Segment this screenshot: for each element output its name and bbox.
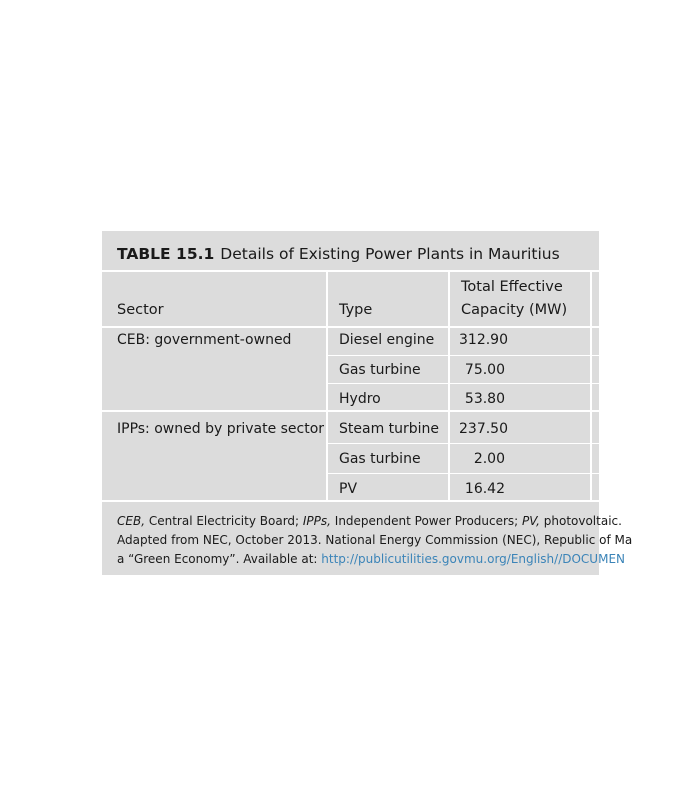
row-separator <box>328 355 599 356</box>
title-rule <box>102 270 599 272</box>
capacity-cell: 53.80 <box>464 391 505 407</box>
row-separator <box>328 383 599 384</box>
footnote-availability: a “Green Economy”. Available at: http://publicutilities.govmu.org/English//DOCUMEN <box>117 552 626 566</box>
capacity-cell: 2.00 <box>473 451 505 467</box>
capacity-cell: 16.42 <box>464 481 505 497</box>
capacity-cell: 312.90 <box>459 332 508 348</box>
header-type: Type <box>339 302 373 318</box>
table-bottom-rule <box>102 500 599 502</box>
column-separator <box>448 272 450 500</box>
row-separator <box>328 443 599 444</box>
header-capacity-line1: Total Effective <box>461 279 563 295</box>
sector-cell: CEB: government-owned <box>117 332 292 348</box>
group-divider <box>102 410 599 412</box>
source-link[interactable]: http://publicutilities.govmu.org/English//DOCUMEN <box>321 552 626 566</box>
column-separator <box>590 272 592 500</box>
column-separator <box>326 272 328 500</box>
capacity-cell: 237.50 <box>459 421 508 437</box>
sector-cell: IPPs: owned by private sector <box>117 421 325 437</box>
table-number: TABLE 15.1 <box>117 245 215 263</box>
type-cell: Hydro <box>339 391 381 407</box>
type-cell: Gas turbine <box>339 451 421 467</box>
footnote-source: Adapted from NEC, October 2013. National Energy Commission (NEC), Republic of Ma <box>117 533 633 547</box>
header-sector: Sector <box>117 302 164 318</box>
table-footnote <box>117 512 677 569</box>
footnote-abbreviations: CEB, Central Electricity Board; IPPs, Independent Power Producers; PV, photovoltaic. <box>117 514 622 528</box>
table-caption: Details of Existing Power Plants in Mauritius <box>220 245 560 263</box>
type-cell: Gas turbine <box>339 362 421 378</box>
type-cell: PV <box>339 481 358 497</box>
capacity-cell: 75.00 <box>464 362 505 378</box>
header-rule <box>102 326 599 328</box>
row-separator <box>328 473 599 474</box>
type-cell: Diesel engine <box>339 332 435 348</box>
table-title <box>117 245 560 263</box>
table-panel <box>102 231 633 575</box>
header-capacity-line2: Capacity (MW) <box>461 302 568 318</box>
type-cell: Steam turbine <box>339 421 440 437</box>
